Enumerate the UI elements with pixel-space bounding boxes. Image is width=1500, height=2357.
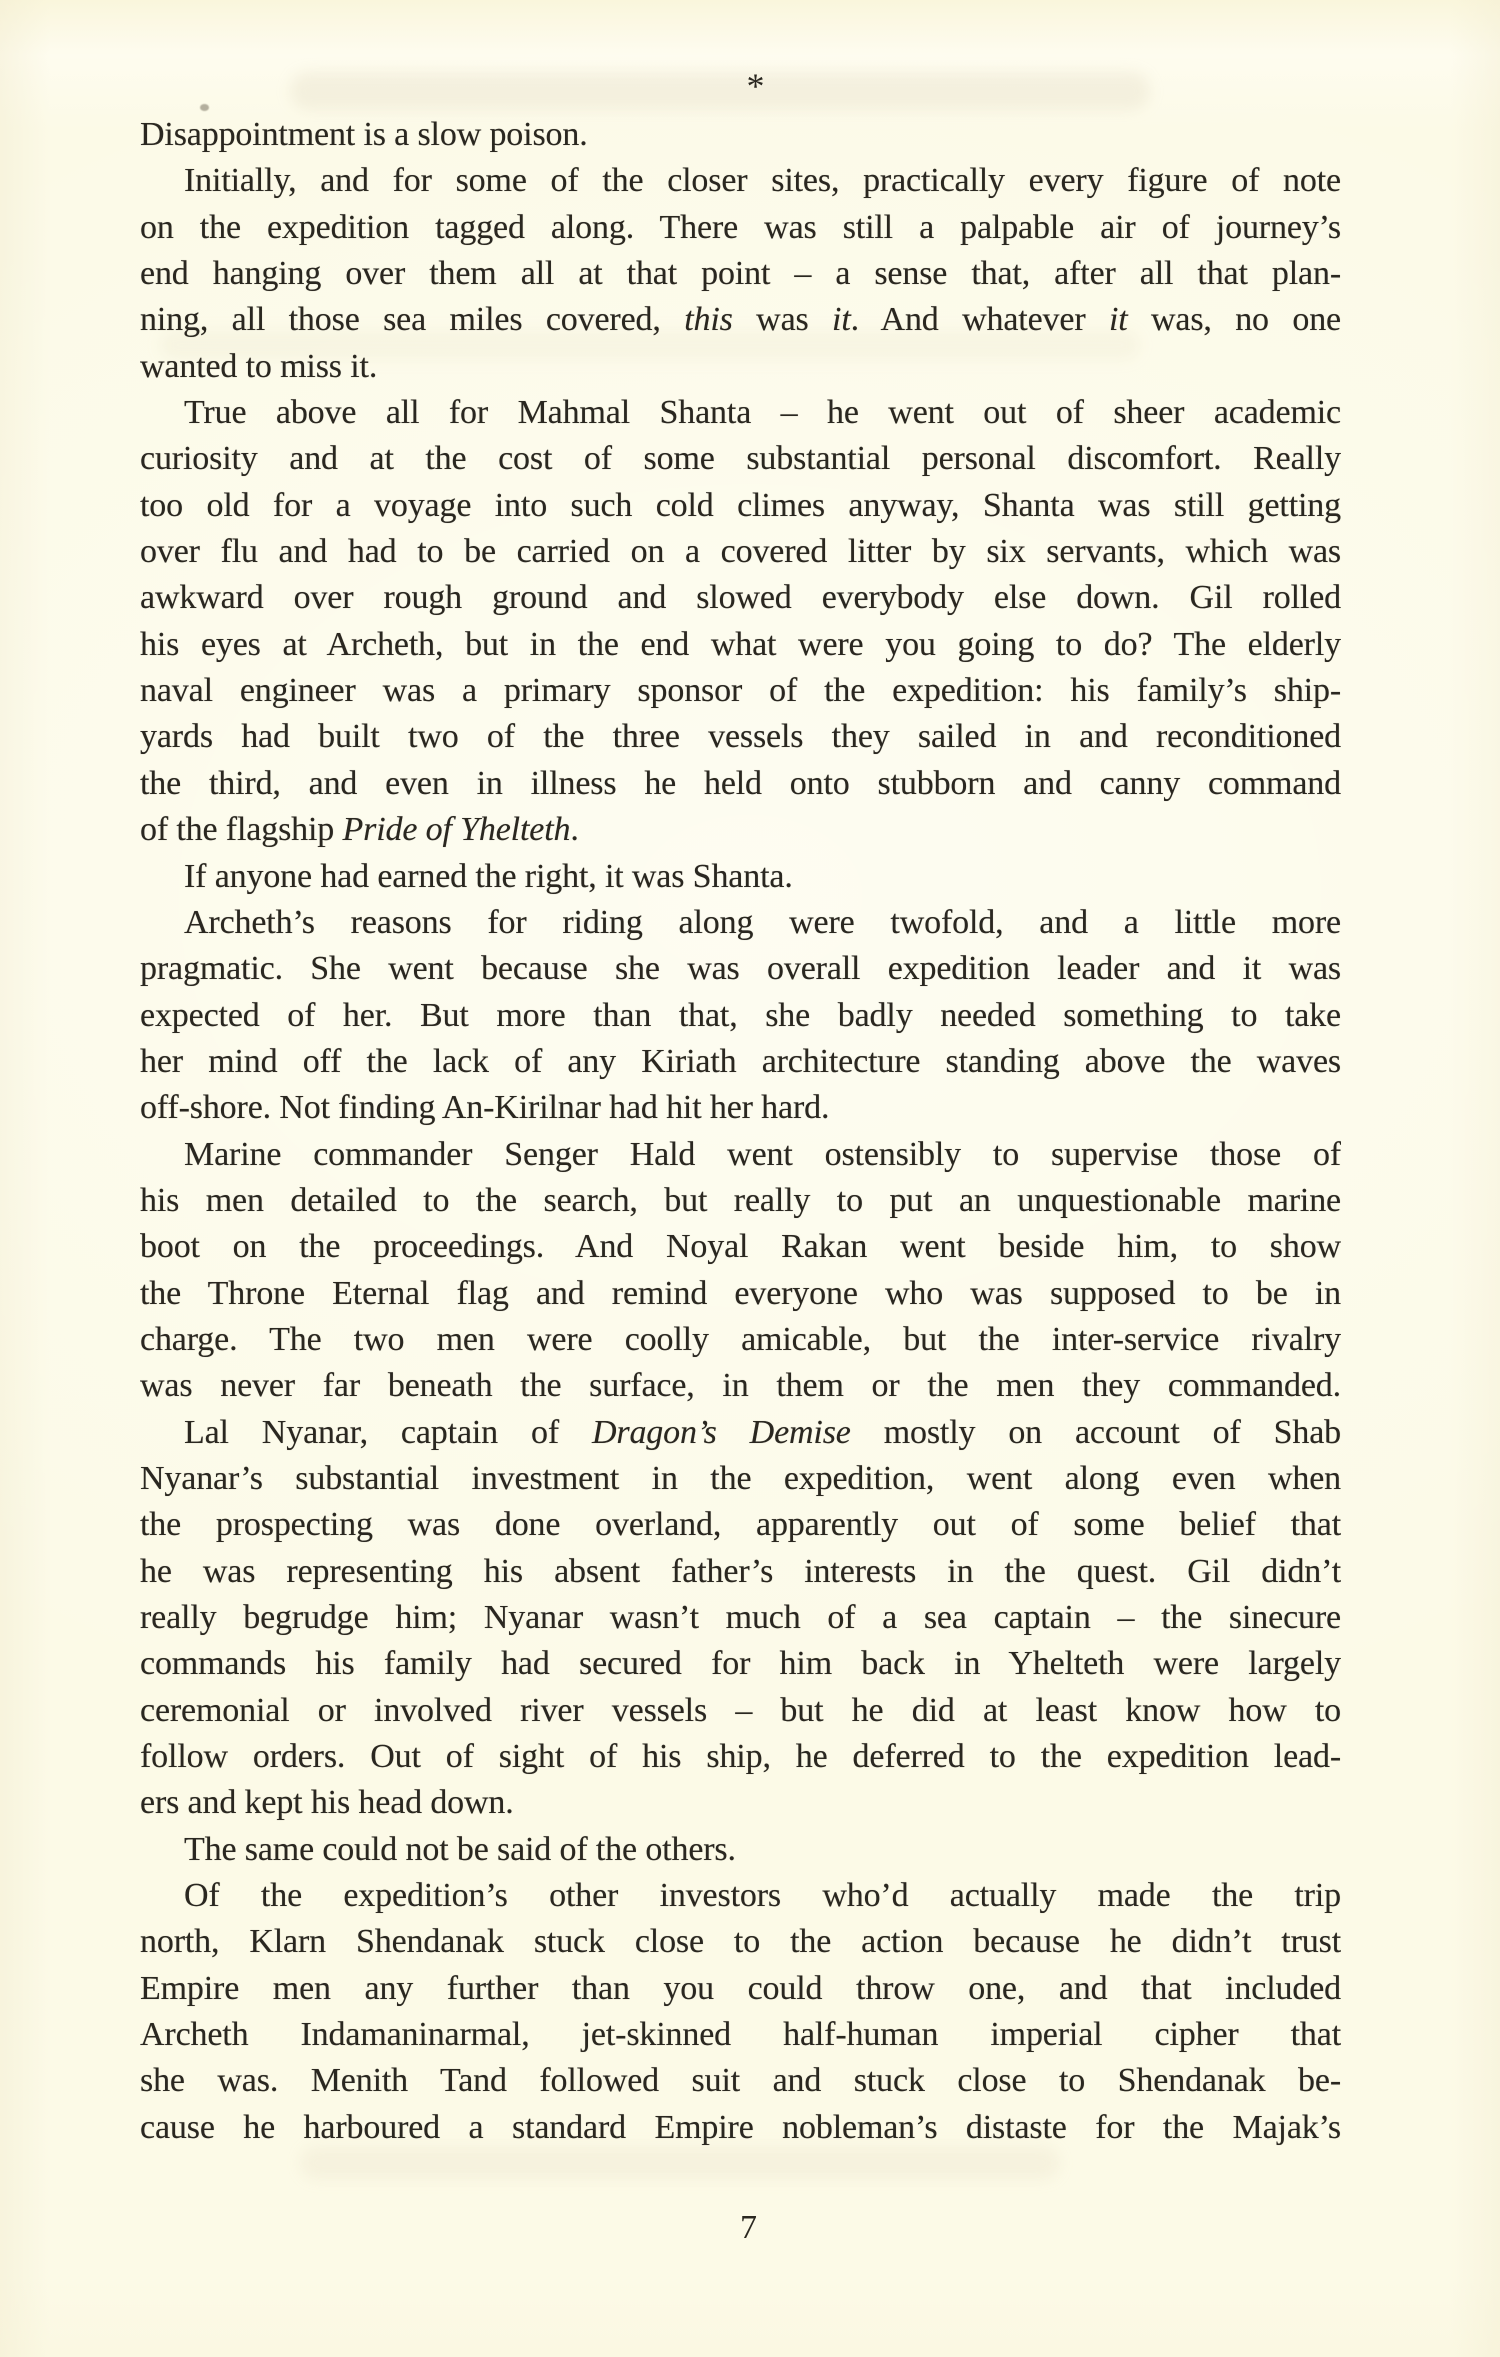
section-separator: * — [746, 66, 765, 106]
text-line: pragmatic. She went because she was overall expedition leader and it was — [140, 950, 1341, 988]
text-line: her mind off the lack of any Kiriath architecture standing above the waves — [140, 1042, 1341, 1080]
text-line: end hanging over them all at that point – a sense that, after all that plan- — [140, 255, 1341, 293]
text-line: off-shore. Not finding An-Kirilnar had hit her hard. — [140, 1089, 830, 1127]
text-line: Nyanar’s substantial investment in the expedition, went along even when — [140, 1459, 1341, 1497]
text-line: was never far beneath the surface, in them or the men they commanded. — [140, 1367, 1341, 1405]
text-line: yards had built two of the three vessels they sailed in and reconditioned — [140, 718, 1341, 756]
text-line: wanted to miss it. — [140, 347, 378, 385]
text-line: his eyes at Archeth, but in the end what were you going to do? The elderly — [140, 625, 1341, 663]
text-line: over flu and had to be carried on a covered litter by six servants, which was — [140, 533, 1341, 571]
text-line: cause he harboured a standard Empire nobleman’s distaste for the Majak’s — [140, 2108, 1341, 2146]
text-line: his men detailed to the search, but really to put an unquestionable marine — [140, 1181, 1341, 1219]
text-line: Disappointment is a slow poison. — [140, 116, 588, 153]
text-line: True above all for Mahmal Shanta – he went out of sheer academic — [184, 394, 1341, 432]
text-line: she was. Menith Tand followed suit and stuck close to Shendanak be- — [140, 2062, 1341, 2100]
text-line: ers and kept his head down. — [140, 1784, 514, 1822]
text-line: If anyone had earned the right, it was Shanta. — [184, 857, 793, 895]
text-line: Initially, and for some of the closer sites, practically every figure of note — [184, 162, 1341, 200]
text-line: Of the expedition’s other investors who’d actually made the trip — [184, 1877, 1341, 1915]
text-line: commands his family had secured for him back in Yhelteth were largely — [140, 1645, 1341, 1683]
text-line: Archeth Indamaninarmal, jet-skinned half-human imperial cipher that — [140, 2016, 1341, 2054]
text-line: really begrudge him; Nyanar wasn’t much of a sea captain – the sinecure — [140, 1599, 1341, 1636]
text-line: boot on the proceedings. And Noyal Rakan went beside him, to show — [140, 1228, 1341, 1266]
text-line: he was representing his absent father’s interests in the quest. Gil didn’t — [140, 1552, 1341, 1590]
text-block — [140, 112, 1341, 2151]
text-line: the prospecting was done overland, apparently out of some belief that — [140, 1506, 1341, 1544]
text-line: Archeth’s reasons for riding along were twofold, and a little more — [184, 903, 1341, 941]
text-line: of the flagship Pride of Yhelteth. — [140, 811, 579, 849]
text-line: curiosity and at the cost of some substantial personal discomfort. Really — [140, 440, 1341, 478]
text-line: on the expedition tagged along. There was still a palpable air of journey’s — [140, 208, 1341, 246]
text-line: too old for a voyage into such cold climes anyway, Shanta was still getting — [140, 486, 1341, 524]
text-line: naval engineer was a primary sponsor of the expedition: his family’s ship- — [140, 672, 1341, 710]
text-line: Empire men any further than you could throw one, and that included — [140, 1969, 1341, 2007]
text-line: north, Klarn Shendanak stuck close to the action because he didn’t trust — [140, 1923, 1341, 1961]
text-line: The same could not be said of the others. — [184, 1830, 736, 1868]
text-line: follow orders. Out of sight of his ship, he deferred to the expedition lead- — [140, 1738, 1341, 1776]
text-line: the Throne Eternal flag and remind everyone who was supposed to be in — [140, 1274, 1341, 1312]
text-line: Lal Nyanar, captain of Dragon’s Demise mostly on account of Shab — [184, 1413, 1341, 1451]
page-number: 7 — [740, 2209, 757, 2246]
text-line: ning, all those sea miles covered, this was it. And whatever it was, no one — [140, 301, 1341, 339]
text-line: Marine commander Senger Hald went ostensibly to supervise those of — [184, 1135, 1341, 1173]
text-line: the third, and even in illness he held onto stubborn and canny command — [140, 764, 1341, 802]
text-line: ceremonial or involved river vessels – but he did at least know how to — [140, 1691, 1341, 1729]
text-line: expected of her. But more than that, she badly needed something to take — [140, 996, 1341, 1034]
text-line: awkward over rough ground and slowed everybody else down. Gil rolled — [140, 579, 1341, 617]
text-line: charge. The two men were coolly amicable, but the inter-service rivalry — [140, 1320, 1341, 1358]
